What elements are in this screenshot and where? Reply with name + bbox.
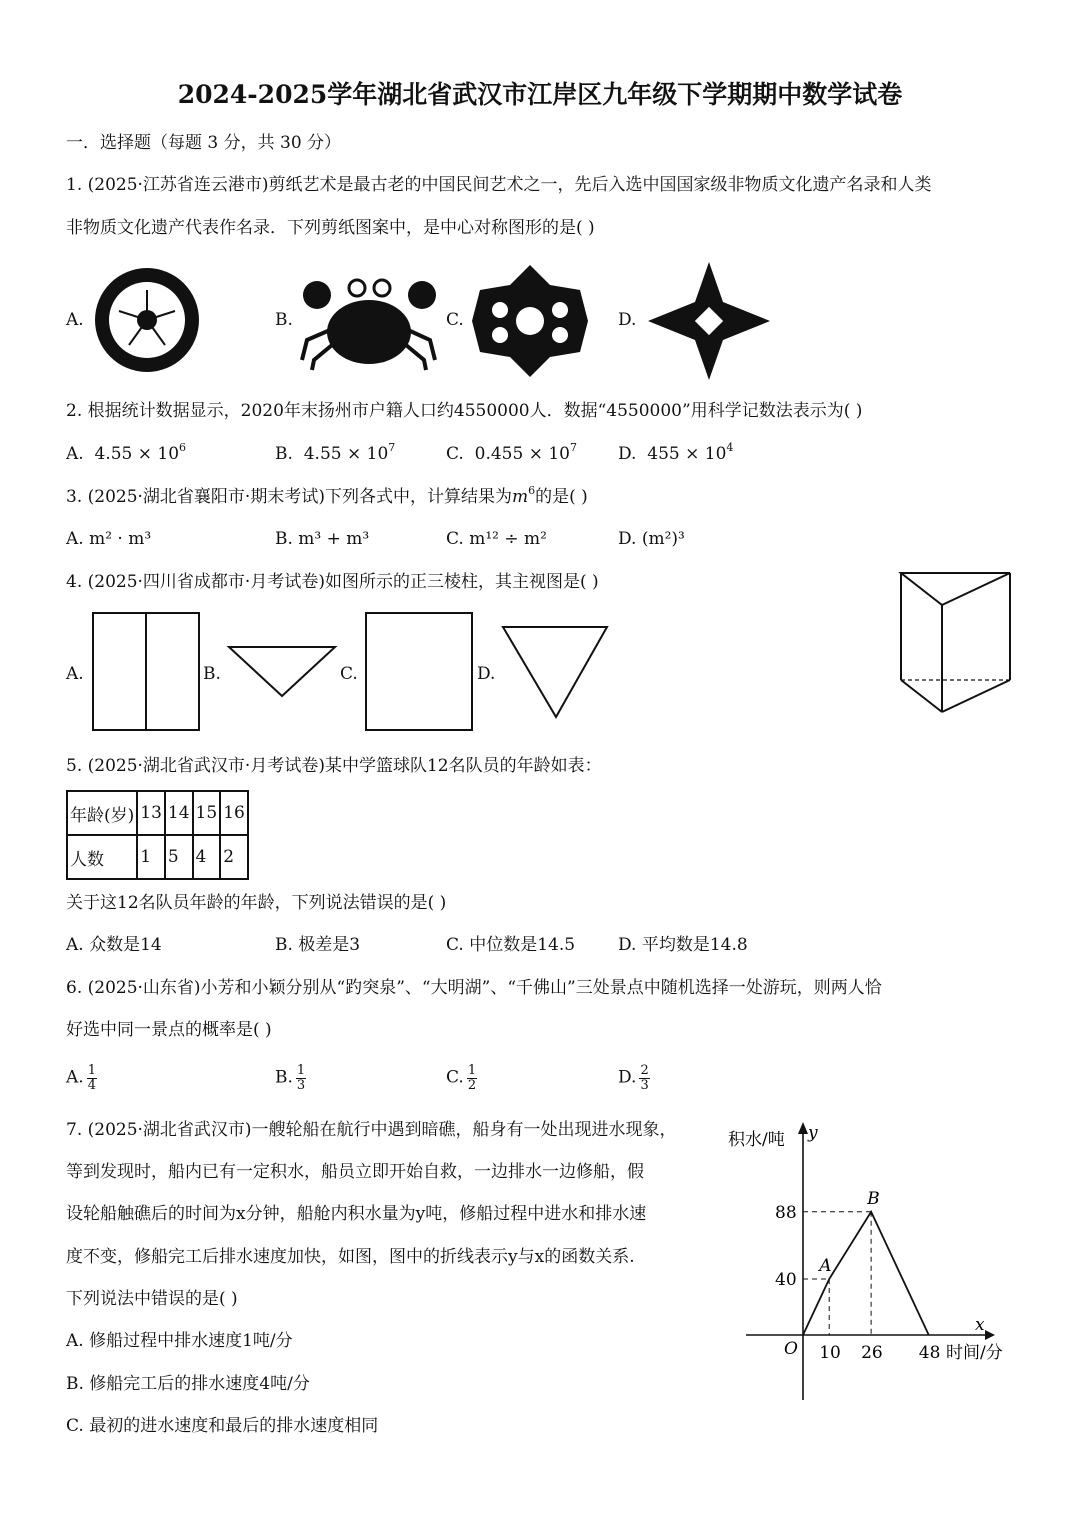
q7-text: 7. (2025·湖北省武汉市)一艘轮船在航行中遇到暗礁，船身有一处出现进水现象， — [66, 1120, 677, 1140]
base: 0.455 × 10 — [474, 444, 570, 464]
denominator: 3 — [296, 1077, 306, 1093]
section-heading: 一．选择题（每题 3 分，共 30 分） — [66, 133, 342, 153]
point-label: B — [867, 1188, 880, 1209]
q5-option-a[interactable]: A. 众数是14 — [66, 935, 162, 955]
y-axis-label: 积水/吨 — [728, 1130, 785, 1150]
base: 455 × 10 — [647, 444, 727, 464]
base: 4.55 × 10 — [94, 444, 180, 464]
exponent: 6 — [179, 441, 187, 454]
q3-option-b[interactable]: B. m³ + m³ — [275, 529, 370, 549]
q7-option-c[interactable]: C. 最初的进水速度和最后的排水速度相同 — [66, 1416, 379, 1436]
q5-text-2: 关于这12名队员年龄的年龄，下列说法错误的是( ) — [66, 893, 447, 913]
numerator: 2 — [640, 1063, 649, 1078]
y-axis-arrow — [798, 1122, 808, 1134]
cell: 人数 — [67, 835, 137, 879]
q5-option-d[interactable]: D. 平均数是14.8 — [618, 935, 748, 955]
x-tick-label: 48 — [918, 1343, 941, 1363]
q5-option-b[interactable]: B. 极差是3 — [275, 935, 361, 955]
header-cell: 年龄(岁) — [67, 791, 137, 835]
label: B. — [275, 1067, 293, 1088]
numerator: 1 — [296, 1063, 306, 1078]
x-tick-label: 10 — [819, 1343, 841, 1363]
q3-var: m — [511, 487, 529, 507]
base: 4.55 × 10 — [303, 444, 389, 464]
q4-option-c[interactable]: C. — [340, 664, 358, 684]
denominator: 3 — [640, 1077, 649, 1093]
q6-text-2: 好选中同一景点的概率是( ) — [66, 1020, 272, 1040]
x-axis-label: 时间/分 — [946, 1343, 1003, 1363]
header-cell: 15 — [193, 791, 221, 835]
page-title: 2024-2025学年湖北省武汉市江岸区九年级下学期期中数学试卷 — [177, 80, 903, 109]
header-cell: 13 — [137, 791, 165, 835]
exponent: 4 — [726, 441, 734, 454]
q5-option-c[interactable]: C. 中位数是14.5 — [446, 935, 576, 955]
label: D. — [618, 1067, 637, 1088]
cell: 4 — [193, 835, 221, 879]
cell: 2 — [220, 835, 248, 879]
q1-option-a[interactable]: A. — [66, 310, 84, 330]
q4-option-d[interactable]: D. — [477, 664, 496, 684]
q5-text: 5. (2025·湖北省武汉市·月考试卷)某中学篮球队12名队员的年龄如表： — [66, 756, 602, 776]
numerator: 1 — [467, 1063, 477, 1078]
q7-text: 设轮船触礁后的时间为x分钟，船舱内积水量为y吨，修船过程中进水和排水速 — [66, 1204, 647, 1224]
label: A. — [66, 1067, 84, 1088]
y-tick-label: 88 — [775, 1202, 797, 1223]
denominator: 4 — [87, 1077, 96, 1093]
x-axis-name: x — [975, 1315, 985, 1335]
point-label: A — [819, 1256, 832, 1276]
y-tick-label: 40 — [775, 1270, 797, 1290]
exponent: 7 — [569, 441, 577, 454]
q2-text: 2. 根据统计数据显示，2020年末扬州市户籍人口约4550000人．数据“4550000”用科学记数法表示为( ) — [66, 401, 863, 421]
q3-exp: 6 — [528, 484, 536, 497]
x-tick-label: 26 — [861, 1343, 883, 1363]
q1-text-2: 非物质文化遗产代表作名录．下列剪纸图案中，是中心对称图形的是( ) — [66, 218, 595, 238]
q1-option-c[interactable]: C. — [446, 310, 464, 330]
x-axis-arrow — [985, 1330, 995, 1340]
y-axis-name: y — [808, 1123, 818, 1143]
cell: 1 — [137, 835, 165, 879]
origin-label: O — [784, 1339, 798, 1359]
exponent: 7 — [388, 441, 396, 454]
q3-text-b: 的是( ) — [535, 487, 588, 507]
q7-option-a[interactable]: A. 修船过程中排水速度1吨/分 — [66, 1331, 293, 1351]
label: A. — [66, 444, 84, 464]
q4-option-b[interactable]: B. — [203, 664, 221, 684]
header-cell: 16 — [220, 791, 248, 835]
q7-option-b[interactable]: B. 修船完工后的排水速度4吨/分 — [66, 1374, 310, 1394]
q1-text: 1. (2025·江苏省连云港市)剪纸艺术是最古老的中国民间艺术之一，先后入选中国国家级非物质文化遗产名录和人类 — [66, 175, 932, 195]
q7-text: 度不变，修船完工后排水速度加快，如图，图中的折线表示y与x的函数关系. — [66, 1247, 635, 1267]
q1-option-d[interactable]: D. — [618, 310, 637, 330]
label: C. — [446, 444, 464, 464]
q3-option-d[interactable]: D. (m²)³ — [618, 529, 685, 549]
label: C. — [446, 1067, 464, 1088]
q7-text: 等到发现时，船内已有一定积水，船员立即开始自救，一边排水一边修船，假 — [66, 1162, 644, 1182]
q3-option-a[interactable]: A. m² · m³ — [66, 529, 152, 549]
q4-option-a[interactable]: A. — [66, 664, 84, 684]
q6-text: 6. (2025·山东省)小芳和小颖分别从“趵突泉”、“大明湖”、“千佛山”三处景点中随机选择一处游玩，则两人恰 — [66, 978, 882, 998]
q3-text-a: 3. (2025·湖北省襄阳市·期末考试)下列各式中，计算结果为 — [66, 487, 512, 507]
cell: 5 — [165, 835, 193, 879]
q7-text: 下列说法中错误的是( ) — [66, 1289, 238, 1309]
q3-option-c[interactable]: C. m¹² ÷ m² — [446, 529, 547, 549]
q4-text: 4. (2025·四川省成都市·月考试卷)如图所示的正三棱柱，其主视图是( ) — [66, 572, 599, 592]
q1-option-b[interactable]: B. — [275, 310, 293, 330]
numerator: 1 — [87, 1063, 96, 1078]
denominator: 2 — [467, 1077, 477, 1093]
header-cell: 14 — [165, 791, 193, 835]
label: B. — [275, 444, 293, 464]
label: D. — [618, 444, 637, 464]
